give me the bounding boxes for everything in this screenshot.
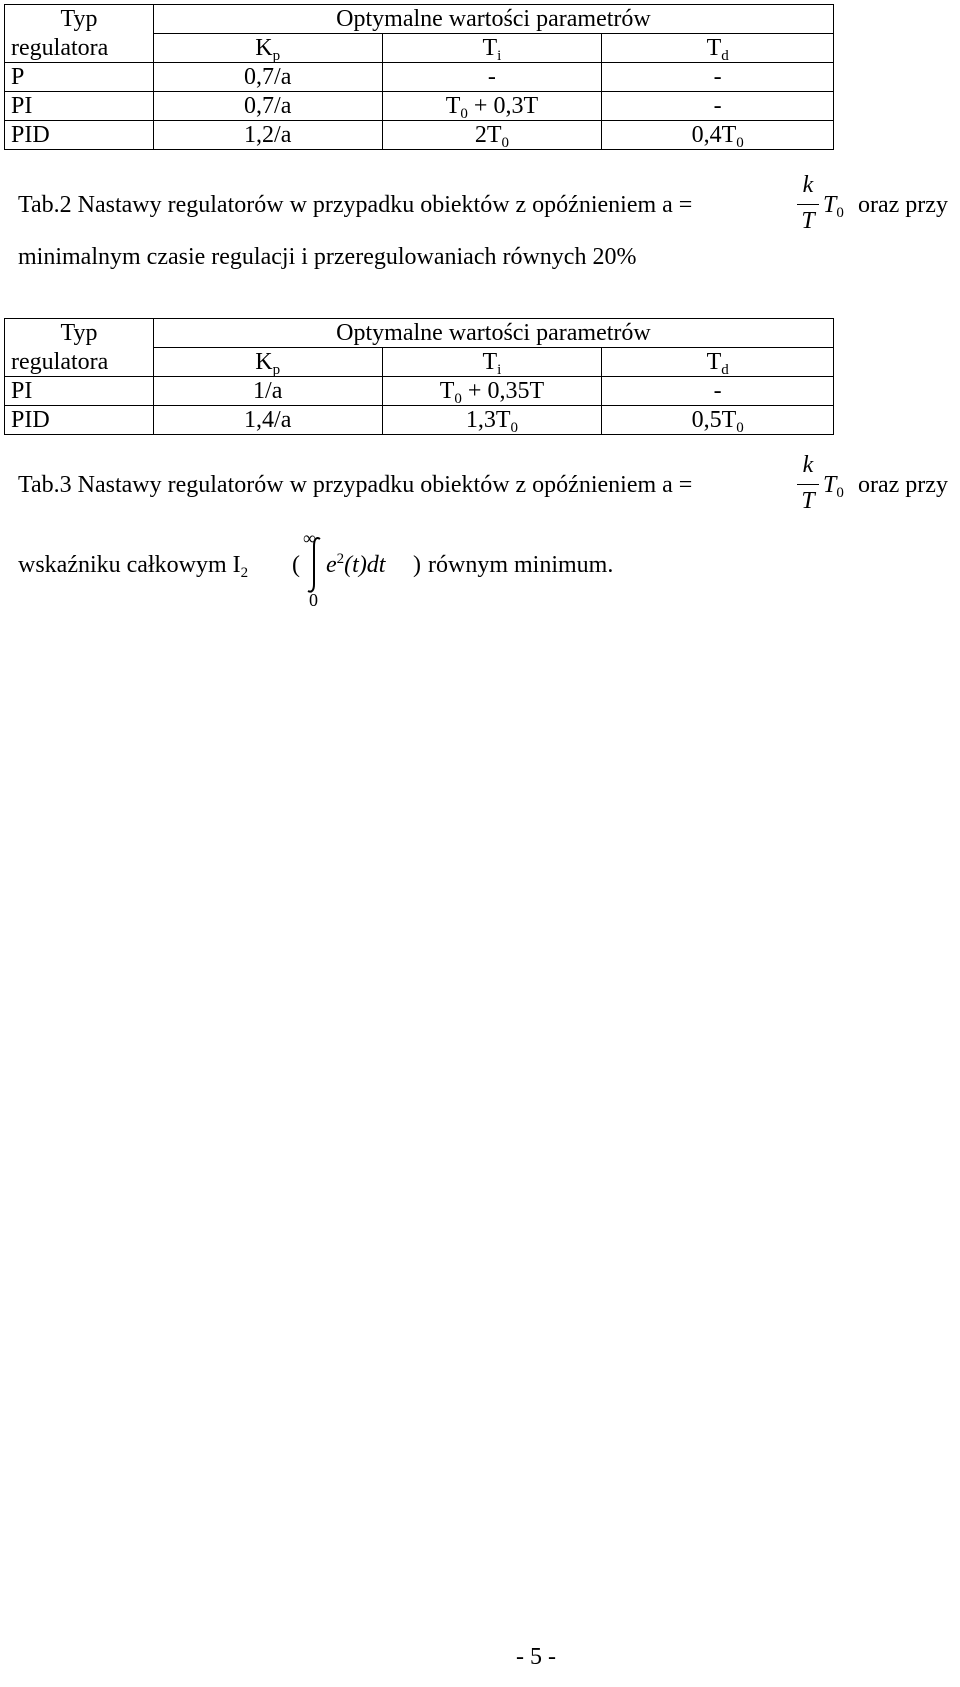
integrand: $e^2(t)dt$ (326, 551, 386, 578)
caption-1-suffix: oraz przy (858, 192, 948, 218)
row-ti: $T_0 + 0,3T$ (382, 92, 602, 121)
col-kp: $K_p$ (153, 348, 382, 377)
col-kp: $K_p$ (153, 34, 382, 63)
row-ti: $T_0 + 0,35T$ (382, 377, 602, 406)
integral-upper: ∞ (303, 528, 316, 548)
header-type: Typ (5, 5, 154, 34)
row-ti: - (382, 63, 602, 92)
row-td: - (602, 377, 834, 406)
caption-2-suffix: oraz przy (858, 472, 948, 498)
settings-table-2 (4, 318, 834, 435)
settings-table-1 (4, 4, 834, 150)
col-ti: $T_i$ (382, 34, 602, 63)
caption-2-frac-line (797, 484, 819, 485)
row-td: $0,5T_0$ (602, 406, 834, 435)
caption-2-line-2-suffix: równym minimum. (428, 552, 614, 578)
row-td: - (602, 63, 834, 92)
col-td: $T_d$ (602, 34, 834, 63)
header-type: Typ (5, 319, 154, 348)
caption-1-frac-den: T (801, 208, 815, 234)
row-kp: 1,4/a (153, 406, 382, 435)
caption-1-frac-num: k (802, 172, 814, 198)
table-subheader-row (5, 34, 834, 63)
integral-lower: 0 (309, 590, 318, 610)
header-group: Optymalne wartości parametrów (153, 5, 833, 34)
row-type: PI (5, 377, 154, 406)
table-header-row (5, 319, 834, 348)
caption-2-frac-den: T (801, 488, 815, 514)
table-row (5, 377, 834, 406)
header-group: Optymalne wartości parametrów (153, 319, 833, 348)
table-row (5, 63, 834, 92)
header-type-2: regulatora (5, 34, 154, 63)
caption-1-t0: $T_0$ (823, 192, 844, 221)
caption-2-line-2: wskaźniku całkowym $I_2$ (18, 552, 249, 581)
row-kp: 0,7/a (153, 63, 382, 92)
row-type: PID (5, 121, 154, 150)
row-kp: 1,2/a (153, 121, 382, 150)
row-type: PID (5, 406, 154, 435)
caption-1-line-1: Tab.2 Nastawy regulatorów w przypadku obiektów z opóźnieniem a = (18, 192, 693, 218)
col-td: $T_d$ (602, 348, 834, 377)
page-number: - 5 - (516, 1644, 556, 1670)
row-type: P (5, 63, 154, 92)
row-kp: 0,7/a (153, 92, 382, 121)
caption-1-line-2: minimalnym czasie regulacji i przeregulowaniach równych 20% (18, 244, 637, 270)
row-type: PI (5, 92, 154, 121)
caption-2-t0: $T_0$ (823, 472, 844, 501)
caption-1-frac-line (797, 204, 819, 205)
close-paren: ) (413, 552, 421, 578)
table-row (5, 92, 834, 121)
table-header-row (5, 5, 834, 34)
row-td: - (602, 92, 834, 121)
row-ti: $1,3T_0$ (382, 406, 602, 435)
header-type-2: regulatora (5, 348, 154, 377)
row-td: $0,4T_0$ (602, 121, 834, 150)
caption-2-frac-num: k (802, 452, 814, 478)
open-paren: ( (292, 552, 300, 578)
table-row (5, 406, 834, 435)
table-subheader-row (5, 348, 834, 377)
row-ti: $2T_0$ (382, 121, 602, 150)
integral-sign-icon (306, 536, 322, 594)
col-ti: $T_i$ (382, 348, 602, 377)
row-kp: 1/a (153, 377, 382, 406)
table-row (5, 121, 834, 150)
caption-2-line-1: Tab.3 Nastawy regulatorów w przypadku obiektów z opóźnieniem a = (18, 472, 693, 498)
